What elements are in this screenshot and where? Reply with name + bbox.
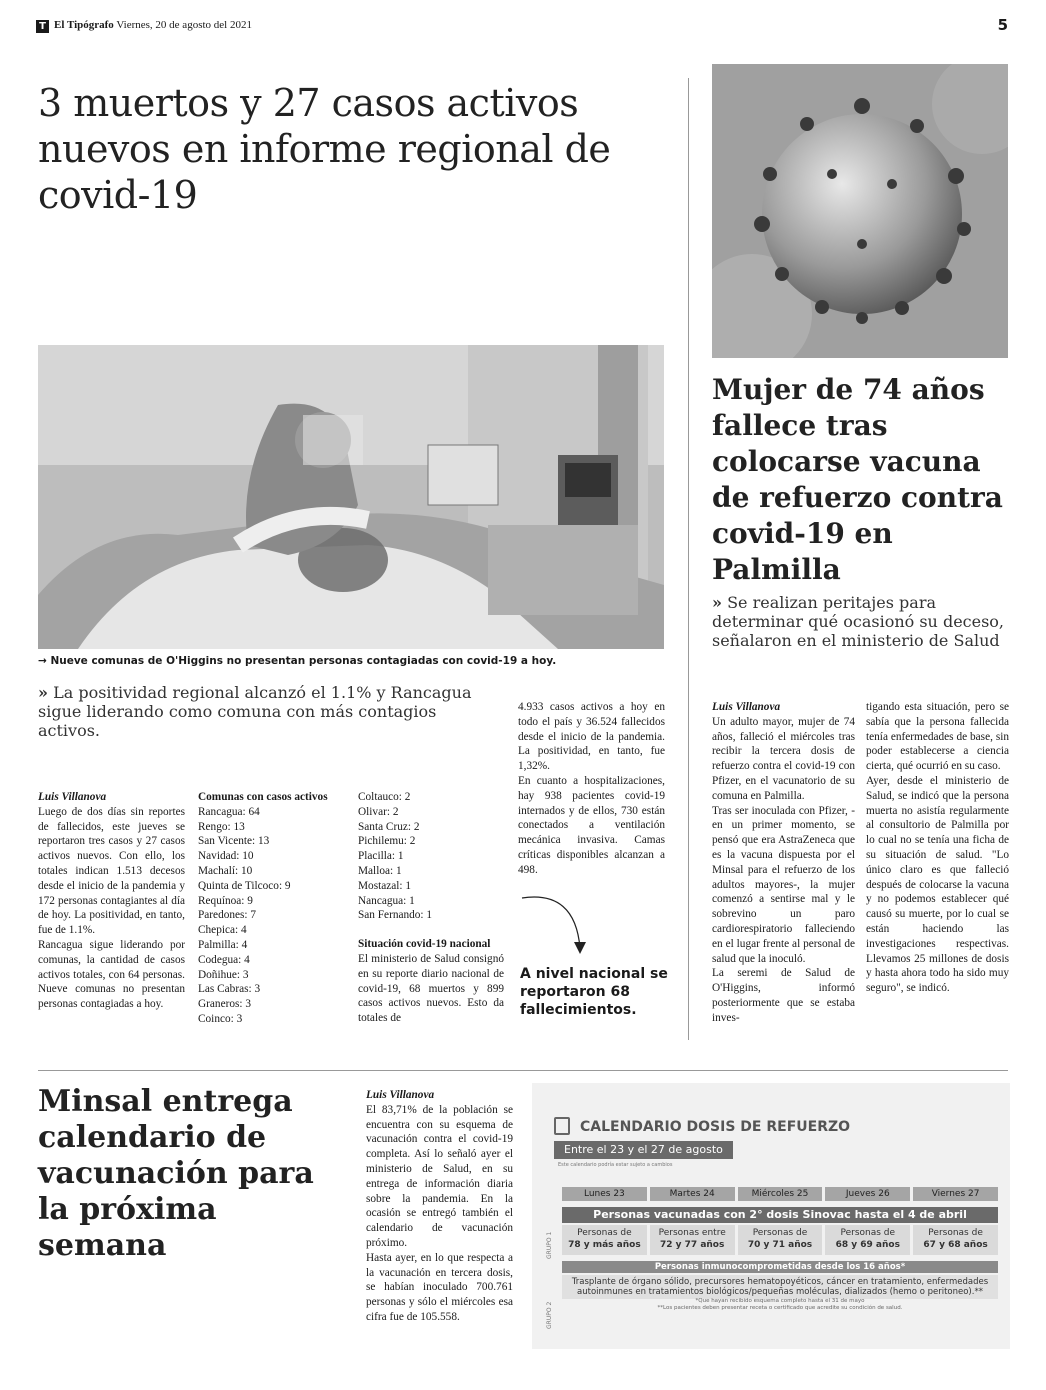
group-1-cells <box>562 1225 998 1255</box>
group-2-footnote: **Los pacientes deben presentar receta o certificado que acredite su condición de salud. <box>657 1305 903 1311</box>
byline: Luis Villanova <box>38 791 107 803</box>
bottom-column <box>366 1088 513 1325</box>
calendar-day: Jueves 26 <box>825 1187 910 1201</box>
cell-label: Personas de <box>752 1228 808 1238</box>
newspaper-name: El Tipógrafo <box>54 19 114 31</box>
cell-value: 68 y 69 años <box>835 1240 900 1250</box>
calendar-day: Miércoles 25 <box>738 1187 823 1201</box>
photo-caption: → Nueve comunas de O'Higgins no presentan personas contagiadas con covid-19 a hoy. <box>38 655 557 667</box>
calendar-title: CALENDARIO DOSIS DE REFUERZO <box>580 1119 851 1135</box>
main-lead <box>38 683 478 740</box>
byline: Luis Villanova <box>712 701 781 713</box>
calendar-note: Este calendario podría estar sujeto a cambios <box>558 1162 673 1168</box>
byline: Luis Villanova <box>366 1089 435 1101</box>
commune-item: San Fernando: 1 <box>358 909 433 922</box>
paragraph: Rancagua sigue liderando por comunas, la cantidad de casos activos totales, con 64 personas. Nueve comunas no presentan personas contagiadas a hoy. <box>38 938 185 1011</box>
cell-value: 70 y 71 años <box>747 1240 813 1250</box>
commune-item: Coltauco: 2 <box>358 791 411 803</box>
cell-value: 78 y más años <box>568 1240 641 1250</box>
commune-item: Malloa: 1 <box>358 864 402 877</box>
cell-value: 72 y 77 años <box>660 1240 725 1250</box>
side-lead-text: Se realizan peritajes para determinar qué ocasionó su deceso, señalaron en el ministerio de Salud <box>712 593 1005 650</box>
commune-item: Nancagua: 1 <box>358 894 415 907</box>
virus-photo <box>712 64 1008 358</box>
communes-subtitle: Comunas con casos activos <box>198 791 328 803</box>
commune-item: Pichilemu: 2 <box>358 835 416 848</box>
main-headline: 3 muertos y 27 casos activos nuevos en informe regional de covid-19 <box>38 81 611 217</box>
commune-item: Machalí: 10 <box>198 864 253 877</box>
bottom-headline: Minsal entrega calendario de vacunación para la próxima semana <box>38 1084 314 1263</box>
page-number: 5 <box>997 16 1008 34</box>
group-1-label: GRUPO 1 <box>546 1231 553 1259</box>
cell-label: Personas de <box>840 1228 896 1238</box>
paragraph: Hasta ayer, en lo que respecta a la vacunación en tercera dosis, se habían inoculado 700.761 personas y sólo el miércoles esa cifra fue de 105.558. <box>366 1251 513 1323</box>
icu-scene-image <box>38 345 664 649</box>
main-column-4 <box>518 700 665 878</box>
side-column-1 <box>712 700 855 1026</box>
cell-label: Personas entre <box>658 1228 726 1238</box>
commune-item: Placilla: 1 <box>358 850 404 863</box>
paragraph: La seremi de Salud de O'Higgins, informó posteriormente que se estaba inves- <box>712 967 855 1024</box>
calendar-day: Lunes 23 <box>562 1187 647 1201</box>
paragraph: Tras ser inoculada con Pfizer, -en un primer momento, se pensó que era AstraZeneca que es la vacuna dispuesta por el Minsal para el refuerzo de los adultos mayores-, la mujer comenzó a sentirse mal y le sobrevino un paro cardiorespiratorio falleciendo en el lugar frente al personal de salud que la inoculó. <box>712 804 855 965</box>
main-column-3 <box>358 790 504 1026</box>
pull-quote-arrow-icon <box>520 890 600 960</box>
commune-item: Santa Cruz: 2 <box>358 820 420 833</box>
paragraph: En cuanto a hospitalizaciones, hay 938 pacientes covid-19 internados y de ellos, 730 están conectados a ventilación mecánica invasiva. Camas críticas disponibles alcanzan a 498. <box>518 774 665 876</box>
cell-label: Personas de <box>928 1228 983 1238</box>
paragraph: Un adulto mayor, mujer de 74 años, falleció el miércoles tras recibir la tercera dosis de refuerzo contra el covid-19 con Pfizer, en el vacunatorio de su comuna en Palmilla. <box>712 715 855 802</box>
commune-item: Navidad: 10 <box>198 850 254 863</box>
group-1-title: Personas vacunadas con 2° dosis Sinovac hasta el 4 de abril <box>562 1207 998 1223</box>
group-1-cell <box>913 1225 998 1255</box>
calendar-day: Viernes 27 <box>913 1187 998 1201</box>
newspaper-logo-icon: T <box>36 20 49 33</box>
group-2-label: GRUPO 2 <box>546 1301 553 1329</box>
commune-item: Olivar: 2 <box>358 805 399 818</box>
main-column-1 <box>38 790 185 1012</box>
commune-item: Requínoa: 9 <box>198 894 253 907</box>
commune-item: Las Cabras: 3 <box>198 983 261 996</box>
commune-item: Graneros: 3 <box>198 998 252 1011</box>
lead-marker: » <box>38 683 48 702</box>
side-lead <box>712 593 1012 650</box>
coronavirus-image <box>712 64 1008 358</box>
cell-value: 67 y 68 años <box>923 1240 988 1250</box>
paragraph: El ministerio de Salud consignó en su reporte diario nacional de covid-19, 68 muertos y 899 casos activos nuevos. Esto da totales de <box>358 952 504 1025</box>
paragraph: tigando esta situación, pero se sabía que la persona fallecida tenía enfermedades de base, sin poder establecerse a ciencia cierta, qué ocurrió en su caso. <box>866 701 1009 773</box>
paragraph: Luego de dos días sin reportes de fallecidos, este jueves se reportaron tres casos y 27 casos activos nuevos. Con ello, los totales indican 1.513 decesos desde el inicio de la pandemia y 172 personas contagiantes al día de hoy. La positividad, en tanto, fue de 1.1%. <box>38 805 185 937</box>
group-1-cell <box>650 1225 735 1255</box>
page-header <box>54 19 252 31</box>
paragraph: El 83,71% de la población se encuentra con su esquema de vacunación contra el covid-19 completa. Así lo señaló ayer el ministerio de Salud, en su entrega de información diaria sobre la pandemia. En la ocasión se entregó también el calendario de vacunación próximo. <box>366 1103 513 1249</box>
group-1-cell <box>562 1225 647 1255</box>
commune-item: Mostazal: 1 <box>358 879 412 892</box>
group-2-title: Personas inmunocomprometidas desde los 16 años* <box>562 1261 998 1273</box>
commune-item: San Vicente: 13 <box>198 835 270 848</box>
paragraph: 4.933 casos activos a hoy en todo el país y 36.524 fallecidos desde el inicio de la pandemia. La positividad, en tanto, fue 1,32%. <box>518 701 665 773</box>
national-subtitle: Situación covid-19 nacional <box>358 938 491 951</box>
main-lead-text: La positividad regional alcanzó el 1.1% y Rancagua sigue liderando como comuna con más contagios activos. <box>38 683 472 740</box>
vaccination-calendar <box>532 1083 1010 1349</box>
commune-item: Paredones: 7 <box>198 909 257 922</box>
commune-item: Rengo: 13 <box>198 820 245 833</box>
issue-date: Viernes, 20 de agosto del 2021 <box>116 19 252 31</box>
side-column-2 <box>866 700 1009 996</box>
calendar-icon <box>554 1117 570 1135</box>
column-divider <box>688 78 689 1040</box>
calendar-day: Martes 24 <box>650 1187 735 1201</box>
icu-photo <box>38 345 664 649</box>
calendar-days-row <box>562 1187 998 1201</box>
lead-marker: » <box>712 593 722 612</box>
commune-item: Quinta de Tilcoco: 9 <box>198 879 291 892</box>
commune-item: Codegua: 4 <box>198 953 250 966</box>
section-divider <box>38 1070 1008 1071</box>
group-1-cell <box>738 1225 823 1255</box>
group-1-cell <box>825 1225 910 1255</box>
side-headline: Mujer de 74 años fallece tras colocarse vacuna de refuerzo contra covid-19 en Palmilla <box>712 373 1003 586</box>
commune-item: Palmilla: 4 <box>198 938 248 951</box>
main-column-2 <box>198 790 346 1027</box>
pull-quote: A nivel nacional se reportaron 68 fallecimientos. <box>520 966 668 1018</box>
cell-label: Personas de <box>577 1228 632 1238</box>
commune-item: Coinco: 3 <box>198 1012 243 1025</box>
commune-item: Rancagua: 64 <box>198 805 260 818</box>
paragraph: Ayer, desde el ministerio de Salud, se indicó que la persona muerta no asistía regularmente al consultorio de Palmilla por lo cual no se tenía una ficha de su situación de salud. "Lo único claro es que falleció después de colocarse la vacuna y no podemos establecer qué causó su muerte, por lo cual se están haciendo las investigaciones respectivas. Llevamos 25 millones de dosis y hasta ahora todo ha sido muy seguro", se indicó. <box>866 774 1009 995</box>
group-2-footnote: *Que hayan recibido esquema completo hasta el 31 de mayo <box>695 1298 865 1304</box>
commune-item: Doñihue: 3 <box>198 968 249 981</box>
calendar-date-range: Entre el 23 y el 27 de agosto <box>554 1141 733 1159</box>
group-2-description: Trasplante de órgano sólido, precursores hematopoyéticos, cáncer en tratamiento, enfermedades autoinmunes en tratamientos biológicos/pequeñas moléculas, dializados (hemo o peritoneo).** <box>562 1275 998 1299</box>
commune-item: Chepica: 4 <box>198 924 247 937</box>
